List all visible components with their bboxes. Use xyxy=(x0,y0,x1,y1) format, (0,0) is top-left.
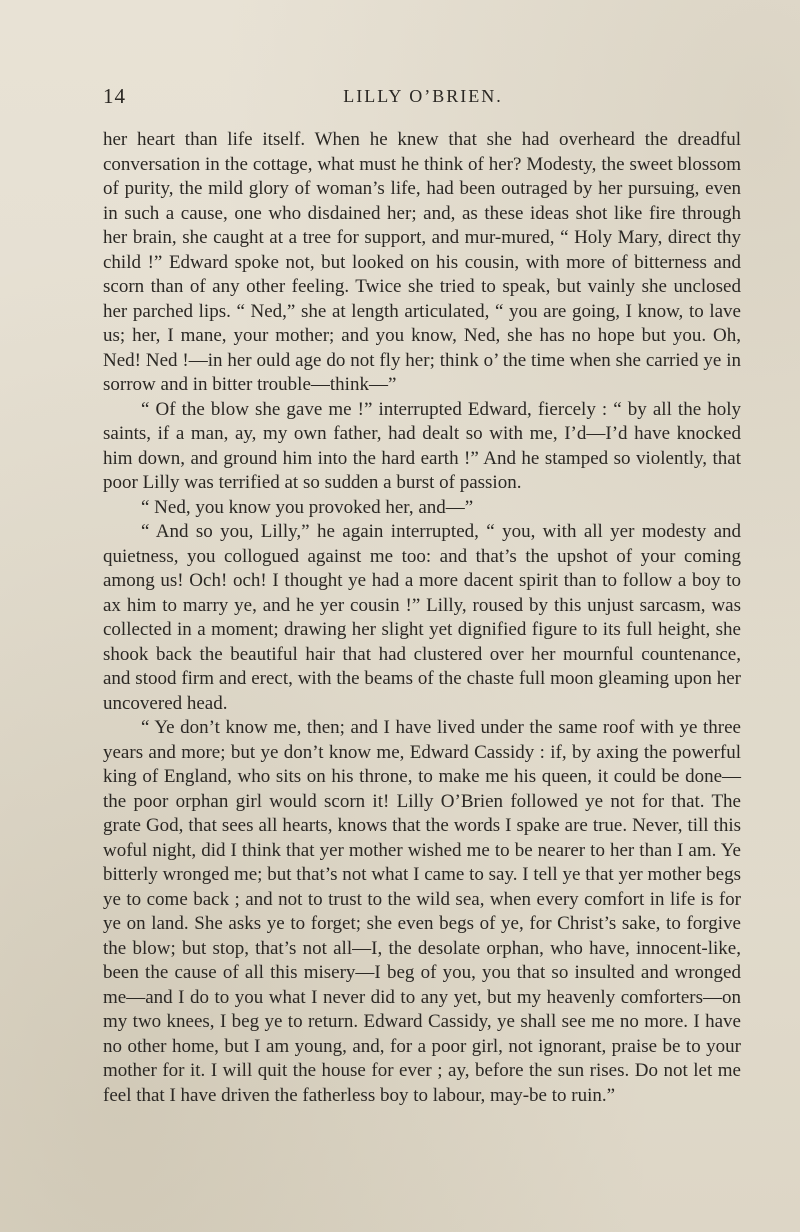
paragraph: “ Of the blow she gave me !” interrupted Edward, fiercely : “ by all the holy saints, if a man, ay, my own father, had dealt so with me, I’d—I’d have knocked him down, and ground him into the hard earth !” And he stamped so violently, that poor Lilly was terrified at so sudden a burst of passion. xyxy=(103,398,741,493)
paragraph: “ And so you, Lilly,” he again interrupted, “ you, with all yer modesty and quietness, you collogued against me too: and that’s the upshot of your coming among us! Och! och! I thought ye had a more dacent spirit than to follow a boy to ax him to marry ye, and he yer cousin !” Lilly, roused by this unjust sarcasm, was collected in a moment; drawing her slight yet dignified figure to its full height, she shook back the beautiful hair that had clustered over her mournful countenance, and stood firm and erect, with the beams of the chaste full moon gleaming upon her uncovered head. xyxy=(103,521,741,714)
paragraph: her heart than life itself. When he knew that she had overheard the dreadful conversation in the cottage, what must he think of her? Modesty, the sweet blossom of purity, the mild glory of woman’s life, had been outraged by her pursuing, even in such a cause, one who disdained her; and, as these ideas shot like fire through her brain, she caught at a tree for support, and mur-mured, “ Holy Mary, direct thy child !” Edward spoke not, but looked on his cousin, with more of bitterness and scorn than of any other feeling. Twice she tried to speak, but vainly she unclosed her parched lips. “ Ned,” she at length articulated, “ you are going, I know, to lave us; her, I mane, your mother; and you know, Ned, she has no hope but you. Oh, Ned! Ned !—in her ould age do not fly her; think o’ the time when she carried ye in sorrow and in bitter trouble—think—” xyxy=(103,129,741,395)
paragraph: “ Ye don’t know me, then; and I have lived under the same roof with ye three years and more; but ye don’t know me, Edward Cassidy : if, by axing the powerful king of England, who sits on his throne, to make me his queen, it could be done—the poor orphan girl would scorn it! Lilly O’Brien followed ye not for that. The grate God, that sees all hearts, knows that the words I spake are true. Never, till this woful night, did I think that yer mother wished me to be nearer to her than I am. Ye bitterly wronged me; but that’s not what I came to say. I tell ye that yer mother begs ye to come back ; and not to trust to the wild sea, when every comfort in life is for ye on land. She asks ye to forget; she even begs of ye, for Christ’s sake, to forgive the blow; but stop, that’s not all—I, the desolate orphan, who have, innocent-like, been the cause of all this misery—I beg of you, you that so insulted and wronged me—and I do to you what I never did to any yet, but my heavenly comforters—on my two knees, I beg ye to return. Edward Cassidy, ye shall see me no more. I have no other home, but I am young, and, for a poor girl, not ignorant, praise be to your mother for it. I will quit the house for ever ; ay, before the sun rises. Do not let me feel that I have driven the fatherless boy to labour, may-be to ruin.” xyxy=(103,717,741,1106)
page-number: 14 xyxy=(103,84,126,108)
running-title: LILLY O’BRIEN. xyxy=(343,86,503,106)
body-text xyxy=(103,128,741,1108)
paragraph: “ Ned, you know you provoked her, and—” xyxy=(141,496,474,518)
page-header xyxy=(103,84,743,114)
